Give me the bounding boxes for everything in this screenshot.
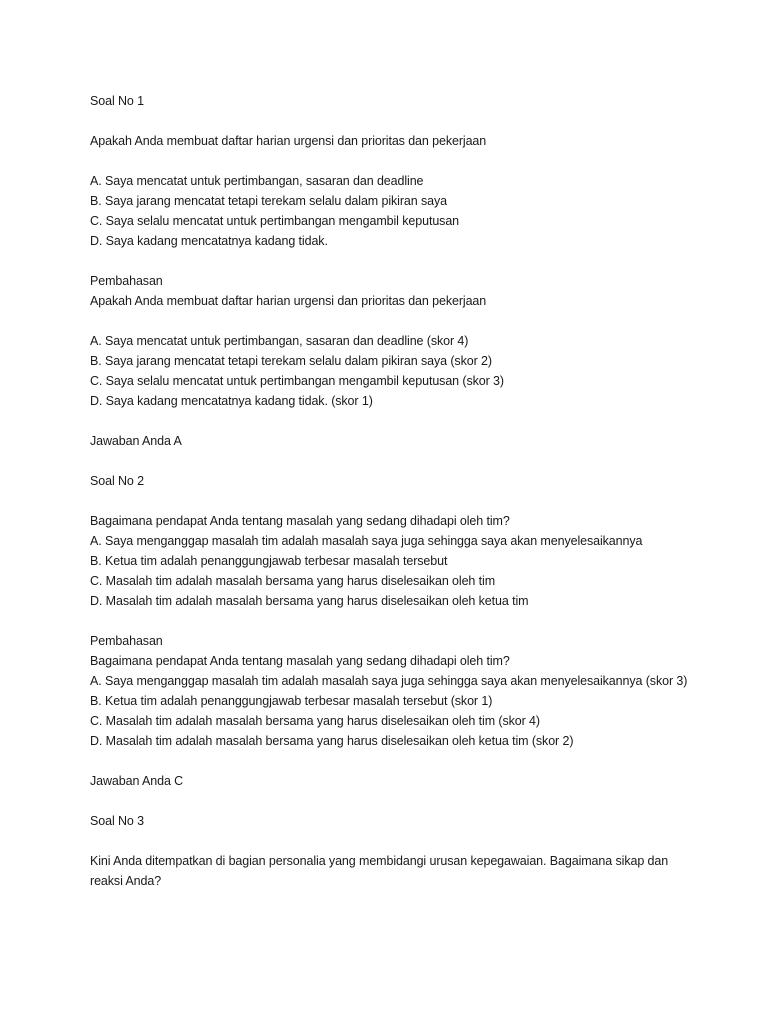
soal-2-option-d: D. Masalah tim adalah masalah bersama yang harus diselesaikan oleh ketua tim xyxy=(90,594,529,608)
soal-1-pembahasan-label: Pembahasan xyxy=(90,274,163,288)
soal-1-question: Apakah Anda membuat daftar harian urgensi dan prioritas dan pekerjaan xyxy=(90,134,487,148)
soal-2-pembahasan-option-a: A. Saya menganggap masalah tim adalah masalah saya juga sehingga saya akan menyelesaikannya (skor 3) xyxy=(90,674,688,688)
soal-2-jawaban: Jawaban Anda C xyxy=(90,774,184,788)
soal-1-title: Soal No 1 xyxy=(90,94,144,108)
soal-2-option-a: A. Saya menganggap masalah tim adalah masalah saya juga sehingga saya akan menyelesaikannya xyxy=(90,534,643,548)
soal-1-pembahasan-option-a: A. Saya mencatat untuk pertimbangan, sasaran dan deadline (skor 4) xyxy=(90,334,469,348)
soal-1-option-a: A. Saya mencatat untuk pertimbangan, sasaran dan deadline xyxy=(90,174,424,188)
soal-2-pembahasan-question: Bagaimana pendapat Anda tentang masalah yang sedang dihadapi oleh tim? xyxy=(90,654,510,668)
soal-3-title: Soal No 3 xyxy=(90,814,144,828)
soal-2-option-b: B. Ketua tim adalah penanggungjawab terbesar masalah tersebut xyxy=(90,554,448,568)
soal-2-title: Soal No 2 xyxy=(90,474,144,488)
soal-1-pembahasan-option-d: D. Saya kadang mencatatnya kadang tidak. (skor 1) xyxy=(90,394,373,408)
soal-2-question: Bagaimana pendapat Anda tentang masalah yang sedang dihadapi oleh tim? xyxy=(90,514,510,528)
soal-1-option-c: C. Saya selalu mencatat untuk pertimbangan mengambil keputusan xyxy=(90,214,460,228)
soal-2-pembahasan-option-b: B. Ketua tim adalah penanggungjawab terbesar masalah tersebut (skor 1) xyxy=(90,694,493,708)
soal-1-option-b: B. Saya jarang mencatat tetapi terekam selalu dalam pikiran saya xyxy=(90,194,447,208)
soal-1-option-d: D. Saya kadang mencatatnya kadang tidak. xyxy=(90,234,328,248)
soal-1-pembahasan-question: Apakah Anda membuat daftar harian urgensi dan prioritas dan pekerjaan xyxy=(90,294,487,308)
soal-1-pembahasan-option-c: C. Saya selalu mencatat untuk pertimbangan mengambil keputusan (skor 3) xyxy=(90,374,504,388)
document-page xyxy=(90,91,690,891)
soal-2-pembahasan-label: Pembahasan xyxy=(90,634,163,648)
soal-2-option-c: C. Masalah tim adalah masalah bersama yang harus diselesaikan oleh tim xyxy=(90,574,496,588)
soal-1-jawaban: Jawaban Anda A xyxy=(90,434,182,448)
soal-3-question: Kini Anda ditempatkan di bagian personalia yang membidangi urusan kepegawaian. Bagaimana sikap dan reaksi Anda? xyxy=(90,854,669,888)
soal-1-pembahasan-option-b: B. Saya jarang mencatat tetapi terekam selalu dalam pikiran saya (skor 2) xyxy=(90,354,492,368)
soal-2-pembahasan-option-d: D. Masalah tim adalah masalah bersama yang harus diselesaikan oleh ketua tim (skor 2) xyxy=(90,734,574,748)
soal-2-pembahasan-option-c: C. Masalah tim adalah masalah bersama yang harus diselesaikan oleh tim (skor 4) xyxy=(90,714,540,728)
